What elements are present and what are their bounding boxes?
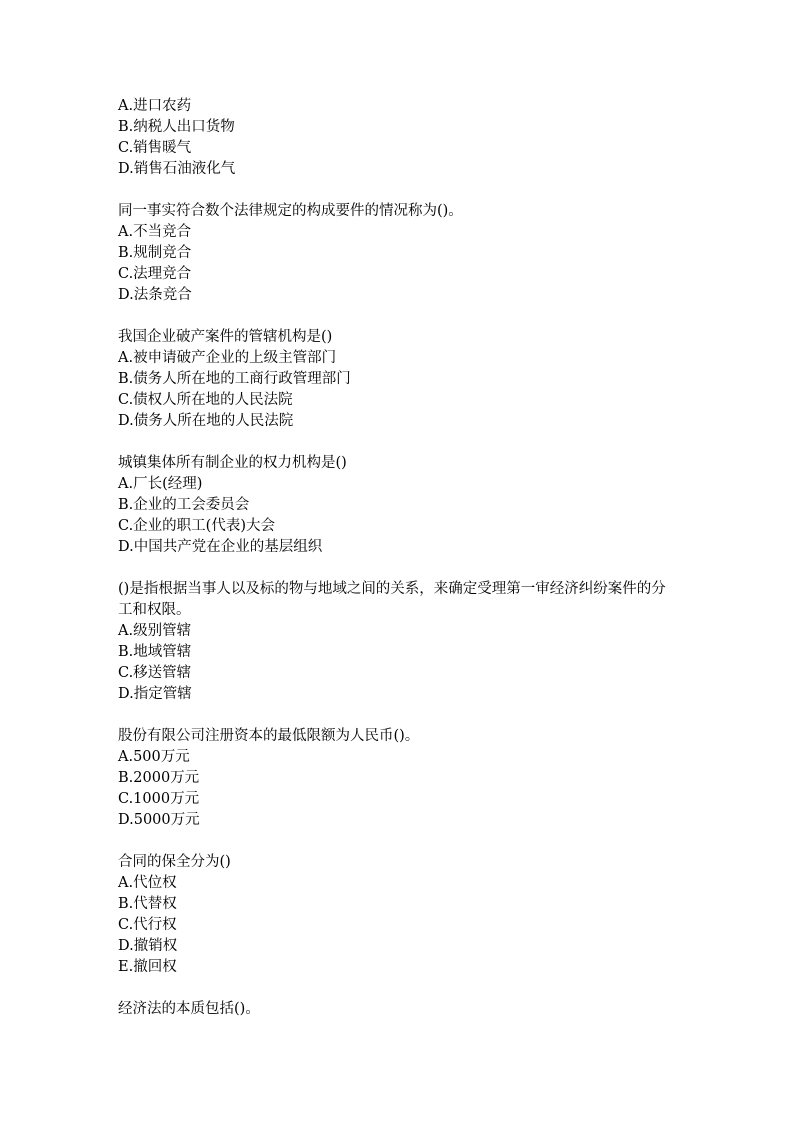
option-c: C.1000万元 [118, 791, 200, 807]
option-b: B.代替权 [118, 896, 177, 912]
option-d: D.中国共产党在企业的基层组织 [118, 539, 323, 555]
question-1 [118, 96, 678, 180]
question-8 [118, 999, 678, 1020]
question-stem: 股份有限公司注册资本的最低限额为人民币()。 [118, 728, 420, 744]
question-2 [118, 201, 678, 306]
question-stem: ()是指根据当事人以及标的物与地域之间的关系，来确定受理第一审经济纠纷案件的分工和权限。 [118, 581, 666, 618]
question-stem: 同一事实符合数个法律规定的构成要件的情况称为()。 [118, 203, 463, 219]
option-d: D.法条竞合 [118, 287, 192, 303]
option-d: D.销售石油液化气 [118, 161, 236, 177]
option-b: B.规制竞合 [118, 245, 192, 261]
option-a: A.进口农药 [118, 98, 192, 114]
option-b: B.地域管辖 [118, 644, 192, 660]
option-b: B.企业的工会委员会 [118, 497, 250, 513]
option-a: A.厂长(经理) [118, 476, 203, 492]
question-stem: 城镇集体所有制企业的权力机构是() [118, 455, 347, 471]
option-b: B.2000万元 [118, 770, 200, 786]
option-c: C.企业的职工(代表)大会 [118, 518, 275, 534]
option-a: A.代位权 [118, 875, 177, 891]
option-e: E.撤回权 [118, 959, 177, 975]
option-c: C.法理竞合 [118, 266, 192, 282]
option-c: C.销售暖气 [118, 140, 192, 156]
option-a: A.被申请破产企业的上级主管部门 [118, 350, 337, 366]
option-a: A.500万元 [118, 749, 190, 765]
option-b: B.债务人所在地的工商行政管理部门 [118, 371, 351, 387]
option-c: C.代行权 [118, 917, 177, 933]
option-d: D.指定管辖 [118, 686, 192, 702]
option-d: D.5000万元 [118, 812, 200, 828]
question-5 [118, 579, 678, 705]
question-3 [118, 327, 678, 432]
option-c: C.债权人所在地的人民法院 [118, 392, 293, 408]
option-c: C.移送管辖 [118, 665, 192, 681]
question-7 [118, 852, 678, 978]
option-d: D.债务人所在地的人民法院 [118, 413, 294, 429]
question-4 [118, 453, 678, 558]
option-a: A.级别管辖 [118, 623, 192, 639]
option-a: A.不当竞合 [118, 224, 192, 240]
option-b: B.纳税人出口货物 [118, 119, 235, 135]
question-6 [118, 726, 678, 831]
question-stem: 经济法的本质包括()。 [118, 1001, 260, 1017]
document-page [118, 96, 678, 1041]
question-stem: 我国企业破产案件的管辖机构是() [118, 329, 333, 345]
option-d: D.撤销权 [118, 938, 178, 954]
question-stem: 合同的保全分为() [118, 854, 231, 870]
